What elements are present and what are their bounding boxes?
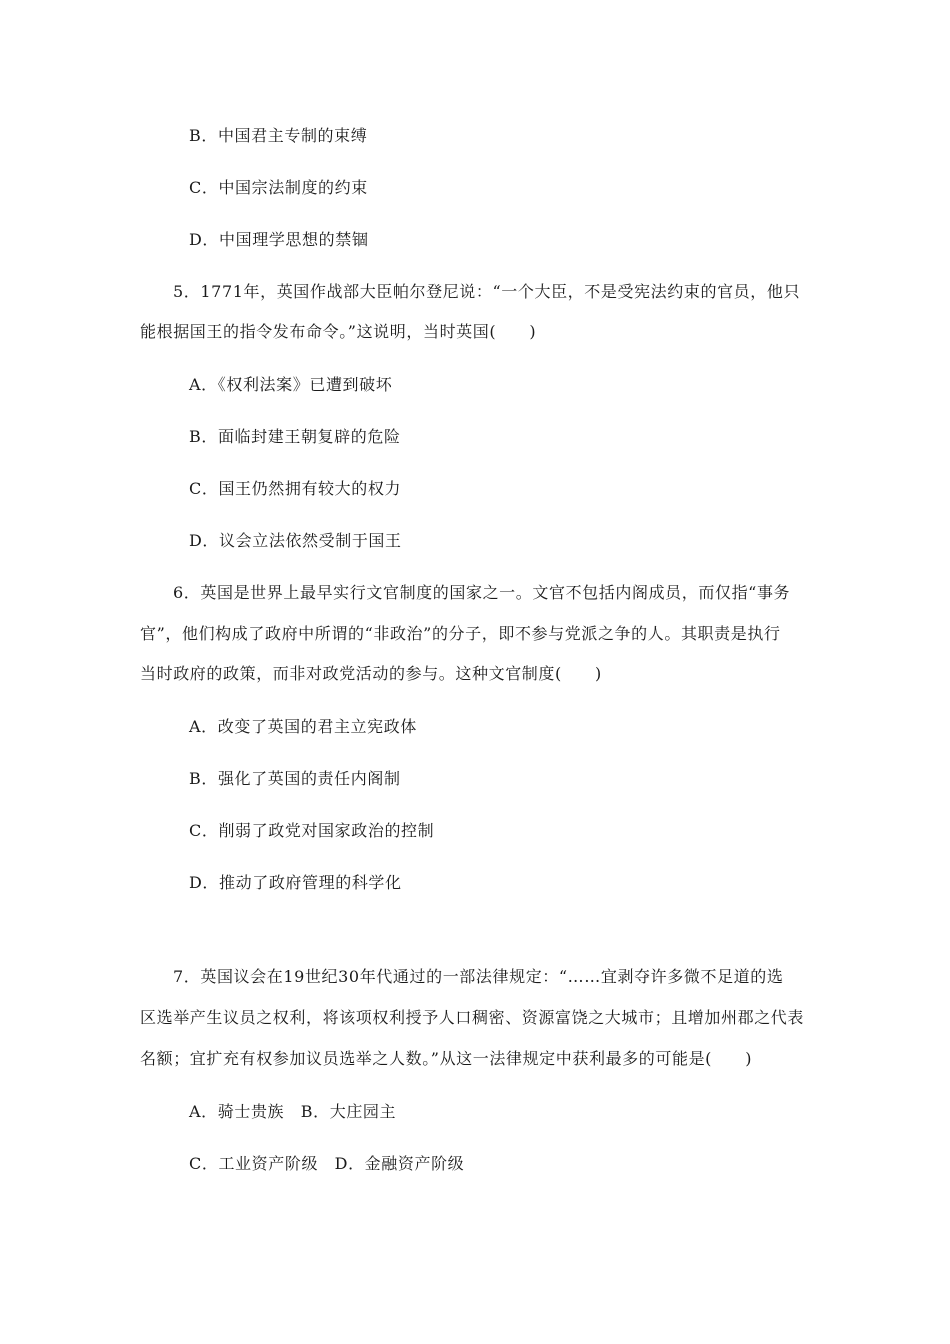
- q4-option-b: B．中国君主专制的束缚: [189, 126, 368, 145]
- q6-option-b: B．强化了英国的责任内阁制: [189, 769, 401, 788]
- q7-options-line-2: C．工业资产阶级 D．金融资产阶级: [189, 1154, 465, 1173]
- q7-stem-line-3: 名额；宜扩充有权参加议员选举之人数。”从这一法律规定中获利最多的可能是( ): [140, 1049, 753, 1068]
- q5-option-c: C．国王仍然拥有较大的权力: [189, 479, 402, 498]
- q6-option-c: C．削弱了政党对国家政治的控制: [189, 821, 435, 840]
- q6-option-d: D．推动了政府管理的科学化: [189, 873, 402, 892]
- q7-stem-line-1: 7．英国议会在19世纪30年代通过的一部法律规定：“……宜剥夺许多微不足道的选: [173, 967, 784, 986]
- q6-stem-line-1: 6．英国是世界上最早实行文官制度的国家之一。文官不包括内阁成员，而仅指“事务: [173, 583, 791, 602]
- q7-stem-line-2: 区选举产生议员之权利，将该项权利授予人口稠密、资源富饶之大城市；且增加州郡之代表: [140, 1008, 805, 1027]
- q6-option-a: A．改变了英国的君主立宪政体: [189, 717, 417, 736]
- q5-option-a: A．《权利法案》已遭到破坏: [189, 375, 393, 394]
- q4-option-c: C．中国宗法制度的约束: [189, 178, 368, 197]
- q6-stem-line-3: 当时政府的政策，而非对政党活动的参与。这种文官制度( ): [140, 664, 602, 683]
- q6-stem-line-2: 官”，他们构成了政府中所谓的“非政治”的分子，即不参与党派之争的人。其职责是执行: [140, 624, 781, 643]
- q5-option-d: D．议会立法依然受制于国王: [189, 531, 402, 550]
- q5-stem-line-2: 能根据国王的指令发布命令。”这说明，当时英国( ): [140, 322, 537, 341]
- q5-option-b: B．面临封建王朝复辟的危险: [189, 427, 401, 446]
- q4-option-d: D．中国理学思想的禁锢: [189, 230, 369, 249]
- q7-options-line-1: A．骑士贵族 B．大庄园主: [189, 1102, 397, 1121]
- q5-stem-line-1: 5．1771年，英国作战部大臣帕尔登尼说：“一个大臣，不是受宪法约束的官员，他只: [173, 282, 801, 301]
